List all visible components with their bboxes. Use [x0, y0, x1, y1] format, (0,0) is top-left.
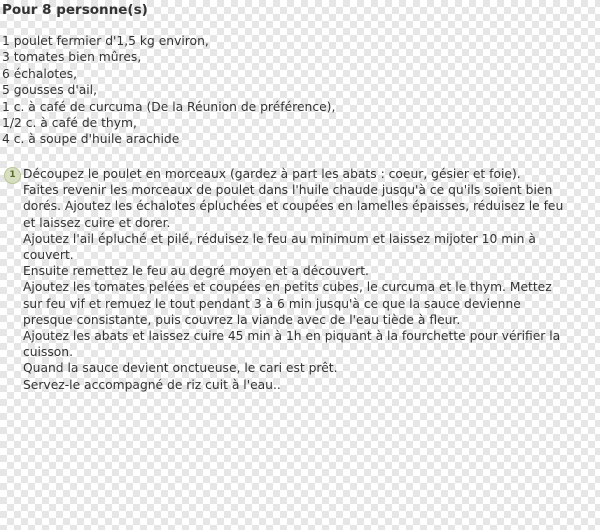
- ingredient-item: 4 c. à soupe d'huile arachide: [2, 132, 180, 147]
- ingredient-item: 3 tomates bien mûres,: [2, 50, 142, 65]
- ingredient-item: 1 poulet fermier d'1,5 kg environ,: [2, 34, 209, 48]
- instruction-paragraph: Quand la sauce devient onctueuse, le cari est prêt.: [23, 361, 338, 376]
- step-number-badge: 1: [4, 167, 21, 184]
- instruction-paragraph: Servez-le accompagné de riz cuit à l'eau..: [23, 377, 281, 392]
- instruction-paragraph: Ajoutez l'ail épluché et pilé, réduisez le feu au minimum et laissez mijoter 10 min à couvert.: [23, 231, 536, 263]
- servings-title: Pour 8 personne(s): [2, 2, 148, 18]
- instruction-paragraph: Faites revenir les morceaux de poulet dans l'huile chaude jusqu'à ce qu'ils soient bien dorés. Ajoutez les échalotes épluchées et coupées en lamelles épaisses, réduisez le feu et laissez cuire et dorer.: [23, 183, 564, 230]
- instruction-paragraph: Ajoutez les abats et laissez cuire 45 min à 1h en piquant à la fourchette pour vérifier la cuisson.: [23, 329, 561, 360]
- ingredients-list: [2, 33, 335, 148]
- step-instructions: [23, 166, 571, 393]
- ingredient-item: 1 c. à café de curcuma (De la Réunion de préférence),: [2, 99, 336, 114]
- instruction-paragraph: Ajoutez les tomates pelées et coupées en petits cubes, le curcuma et le thym. Mettez sur feu vif et remuez le tout pendant 3 à 6 min jusqu'à ce que la sauce devienne presque consistante, puis couvrez la viande avec de l'eau tiède à fleur.: [23, 280, 552, 327]
- ingredient-item: 6 échalotes,: [2, 66, 78, 81]
- instruction-paragraph: Ensuite remettez le feu au degré moyen et a découvert.: [23, 264, 369, 279]
- ingredient-item: 1/2 c. à café de thym,: [2, 116, 137, 131]
- instruction-paragraph: Découpez le poulet en morceaux (gardez à part les abats : coeur, gésier et foie).: [23, 167, 521, 181]
- ingredient-item: 5 gousses d'ail,: [2, 83, 98, 98]
